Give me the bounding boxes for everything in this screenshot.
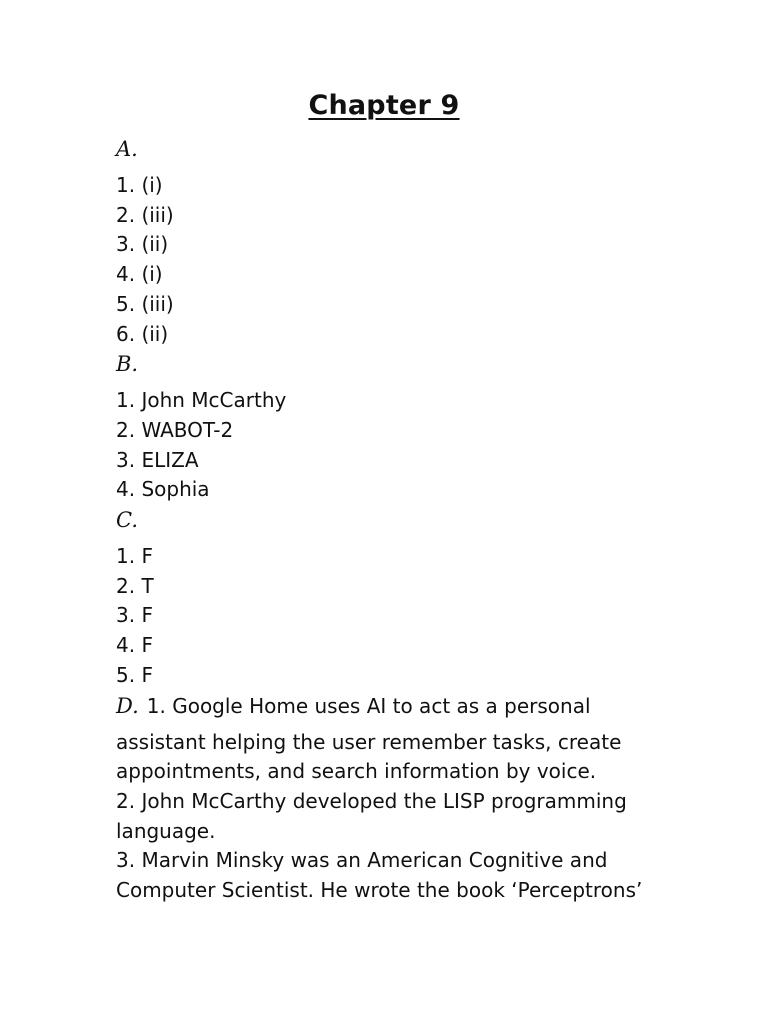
section-a-item: 6. (ii) bbox=[116, 321, 169, 346]
section-a-item: 2. (iii) bbox=[116, 202, 174, 227]
section-b-list bbox=[116, 386, 676, 505]
section-a-item: 3. (ii) bbox=[116, 232, 169, 257]
section-a-heading: A. bbox=[116, 137, 138, 161]
section-a-list bbox=[116, 171, 676, 349]
answer-content bbox=[116, 134, 676, 906]
section-d-line: appointments, and search information by voice. bbox=[116, 759, 597, 784]
section-a-item: 1. (i) bbox=[116, 173, 163, 197]
section-b-item: 4. Sophia bbox=[116, 477, 210, 502]
section-b-item: 2. WABOT-2 bbox=[116, 417, 234, 442]
section-c-item: 5. F bbox=[116, 662, 153, 687]
section-c-heading: C. bbox=[116, 508, 138, 533]
section-d-first-line bbox=[116, 691, 676, 728]
section-b-item: 1. John McCarthy bbox=[116, 388, 287, 413]
section-a-item: 4. (i) bbox=[116, 262, 163, 287]
section-d-line: 3. Marvin Minsky was an American Cognitive and bbox=[116, 848, 608, 873]
section-d-heading: D. bbox=[116, 693, 139, 718]
section-c-item: 2. T bbox=[116, 573, 154, 598]
section-d-line: assistant helping the user remember tasks, create bbox=[116, 729, 622, 754]
section-d-line: 2. John McCarthy developed the LISP programming bbox=[116, 788, 627, 813]
section-b-heading: B. bbox=[116, 352, 139, 377]
section-b-item: 3. ELIZA bbox=[116, 447, 199, 472]
section-d-line: language. bbox=[116, 818, 216, 843]
section-d-paragraph bbox=[116, 728, 676, 906]
page-title: Chapter 9 bbox=[308, 90, 460, 121]
section-c-item: 3. F bbox=[116, 603, 153, 628]
section-c-list bbox=[116, 542, 676, 691]
section-a-item: 5. (iii) bbox=[116, 291, 174, 316]
section-d-line: Computer Scientist. He wrote the book ‘Perceptrons’ bbox=[116, 878, 643, 903]
section-c-item: 4. F bbox=[116, 633, 153, 658]
section-c-item: 1. F bbox=[116, 544, 153, 569]
section-d-text: 1. Google Home uses AI to act as a personal bbox=[146, 693, 591, 718]
